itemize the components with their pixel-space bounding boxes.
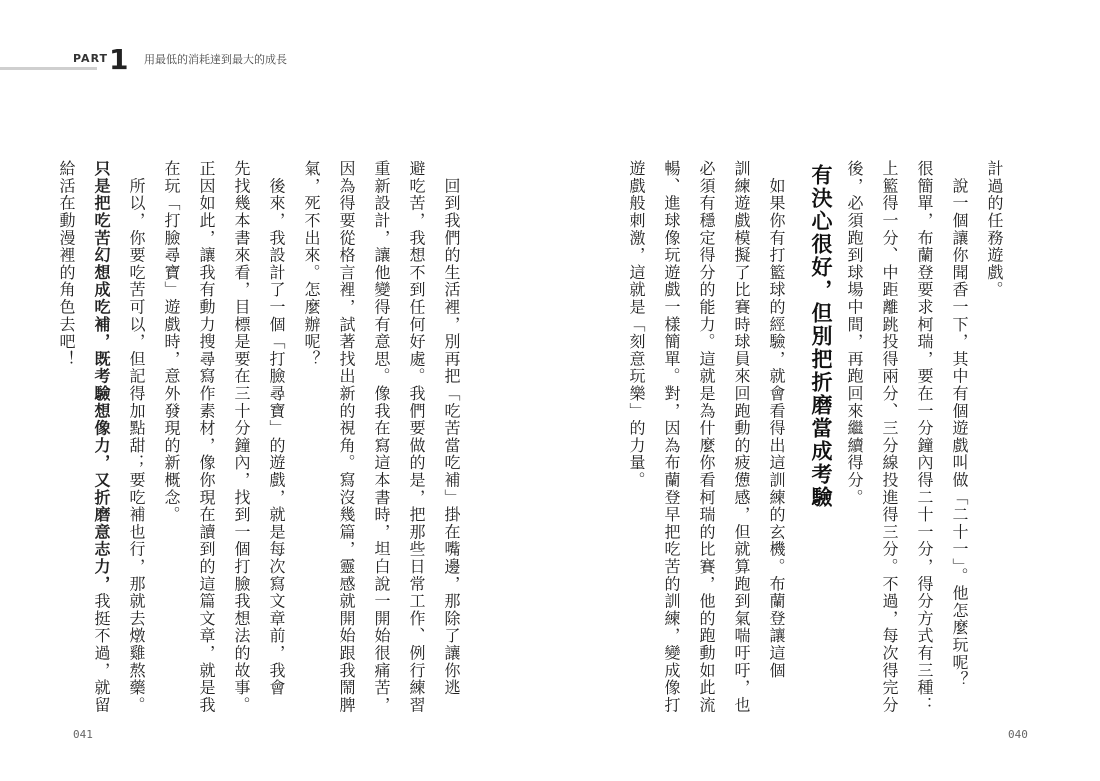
text-column: 計過的任務遊戲。 <box>985 160 1004 299</box>
text-run: 我挺不過，就留 <box>92 592 111 714</box>
text-column: 後，必須跑到球場中間，再跑回來繼續得分。 <box>845 160 864 506</box>
text-column: 避吃苦，我想不到任何好處。我們要做的是，把那些日常工作、例行練習 <box>407 160 426 714</box>
text-column: 遊戲般刺激，這就是「刻意玩樂」的力量。 <box>627 160 646 489</box>
text-column: 給活在動漫裡的角色去吧！ <box>57 160 76 368</box>
section-heading: 有決心很好，但別把折磨當成考驗 <box>809 164 833 509</box>
text-column <box>88 160 114 714</box>
page-number-right: 040 <box>1008 728 1028 741</box>
text-column: 說一個讓你聞香一下，其中有個遊戲叫做「二十一」。他怎麼玩呢？ <box>950 160 969 689</box>
text-column: 重新設計，讓他變得有意思。像我在寫這本書時，坦白說一開始很痛苦， <box>372 160 391 714</box>
text-column: 先找幾本書來看，目標是要在三十分鐘內，找到一個打臉我想法的故事。 <box>232 160 251 714</box>
text-column: 回到我們的生活裡，別再把「吃苦當吃補」掛在嘴邊，那除了讓你逃 <box>442 160 461 697</box>
text-column: 如果你有打籃球的經驗，就會看得出這訓練的玄機。布蘭登讓這個 <box>767 160 786 679</box>
text-column: 因為得要從格言裡，試著找出新的視角。寫沒幾篇，靈感就開始跟我鬧脾 <box>337 160 356 714</box>
text-column: 在玩「打臉尋寶」遊戲時，意外發現的新概念。 <box>162 160 181 524</box>
chapter-title: 用最低的消耗達到最大的成長 <box>144 53 287 66</box>
text-column: 正因如此，讓我有動力搜尋寫作素材，像你現在讀到的這篇文章，就是我 <box>197 160 216 714</box>
header-accent-rule <box>0 67 97 70</box>
text-column: 必須有穩定得分的能力。這就是為什麼你看柯瑞的比賽，他的跑動如此流 <box>697 160 716 714</box>
text-column: 氣，死不出來。怎麼辦呢？ <box>302 160 321 368</box>
part-number: 1 <box>109 43 129 76</box>
emphasis-text: 只是把吃苦幻想成吃補，既考驗想像力，又折磨意志力， <box>92 160 111 593</box>
text-column: 上籃得一分、中距離跳投得兩分、三分線投進得三分。不過，每次得完分 <box>880 160 899 714</box>
text-column: 所以，你要吃苦可以，但記得加點甜；要吃補也行，那就去燉雞熬藥。 <box>127 160 146 714</box>
page-number-left: 041 <box>73 728 93 741</box>
text-column: 很簡單，布蘭登要求柯瑞，要在一分鐘內得二十一分，得分方式有三種： <box>915 160 934 714</box>
text-column: 訓練遊戲模擬了比賽時球員來回跑動的疲憊感，但就算跑到氣喘吁吁，也 <box>732 160 751 714</box>
text-column: 後來，我設計了一個「打臉尋寶」的遊戲，就是每次寫文章前，我會 <box>267 160 286 697</box>
part-label: PART <box>73 52 109 65</box>
text-column: 暢、進球像玩遊戲一樣簡單。對，因為布蘭登早把吃苦的訓練，變成像打 <box>662 160 681 714</box>
